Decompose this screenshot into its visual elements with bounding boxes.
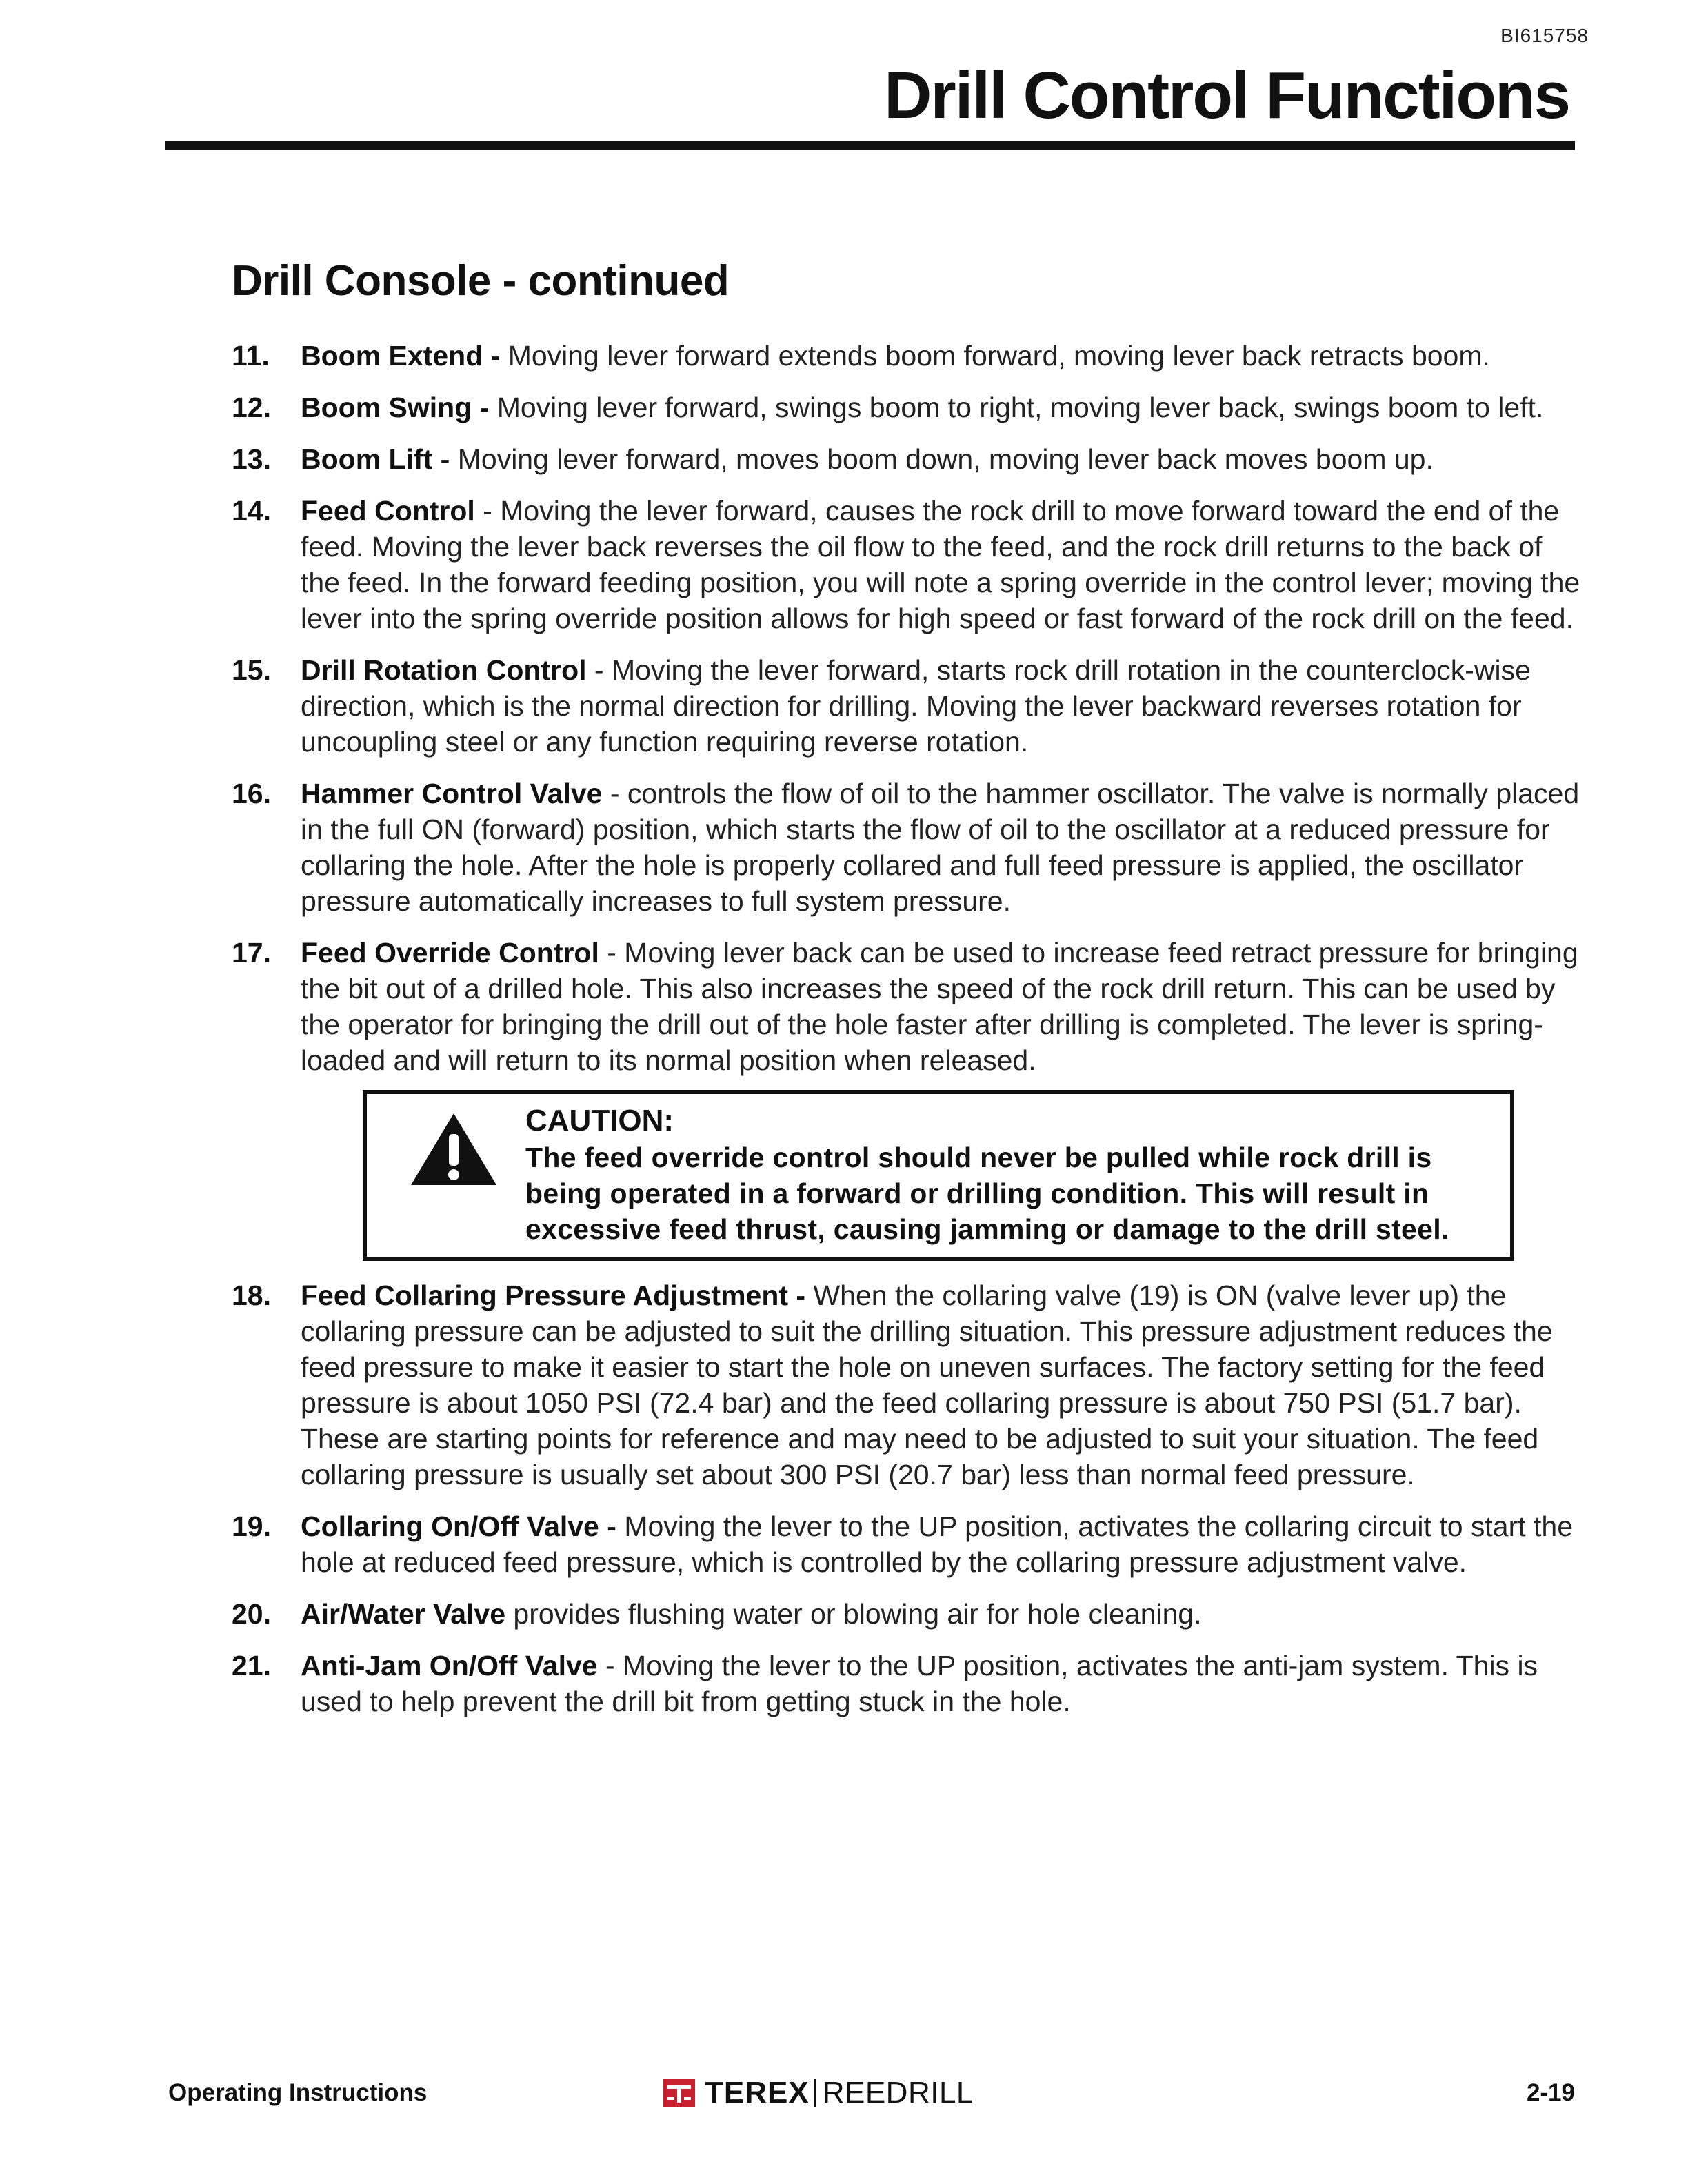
terex-logo-icon bbox=[663, 2079, 695, 2107]
list-item-18 bbox=[232, 1277, 1583, 1493]
item-text: - Moving the lever forward, causes the rock drill to move forward toward the end of the feed. Moving the lever back reverses the oil flow to the feed, and the rock drill returns to the back of the feed. In the forward feeding position, you will note a spring override in the control lever; moving the lever into the spring override position allows for high speed or fast forward of the rock drill on the feed. bbox=[301, 495, 1580, 634]
item-heading: Anti-Jam On/Off Valve bbox=[301, 1650, 598, 1681]
caution-title: CAUTION: bbox=[525, 1104, 674, 1138]
footer-manual-title: Operating Instructions bbox=[168, 2079, 428, 2106]
list-item-11 bbox=[232, 338, 1583, 374]
list-item-15 bbox=[232, 652, 1583, 760]
item-heading: Air/Water Valve bbox=[301, 1598, 506, 1630]
item-number: 21. bbox=[232, 1650, 271, 1681]
item-heading: Drill Rotation Control bbox=[301, 654, 587, 686]
item-heading: Boom Swing - bbox=[301, 392, 490, 423]
item-number: 17. bbox=[232, 937, 271, 969]
item-text: provides flushing water or blowing air for hole cleaning. bbox=[505, 1598, 1202, 1630]
item-number: 15. bbox=[232, 654, 271, 686]
list-item-14 bbox=[232, 493, 1583, 636]
item-number: 13. bbox=[232, 443, 271, 475]
list-item-21 bbox=[232, 1648, 1583, 1719]
caution-text: The feed override control should never be pulled while rock drill is being operated in a forward or drilling condition. This will result in excessive feed thrust, causing jamming or damage to the drill steel. bbox=[525, 1142, 1449, 1245]
item-text: When the collaring valve (19) is ON (valve lever up) the collaring pressure can be adjusted to suit the drilling situation. This pressure adjustment reduces the feed pressure to make it easier to start the hole on uneven surfaces. The factory setting for the feed pressure is about 1050 PSI (72.4 bar) and the feed collaring pressure is about 750 PSI (51.7 bar). These are starting points for reference and may need to be adjusted to suit your situation. The feed collaring pressure is usually set about 300 PSI (20.7 bar) less than normal feed pressure. bbox=[301, 1280, 1553, 1490]
item-heading: Boom Lift - bbox=[301, 443, 450, 475]
item-number: 20. bbox=[232, 1598, 271, 1630]
page-number: 2-19 bbox=[1526, 2079, 1575, 2106]
list-item-20 bbox=[232, 1596, 1583, 1632]
list-item-16 bbox=[232, 776, 1583, 919]
item-number: 14. bbox=[232, 495, 271, 527]
logo-brand: TEREX bbox=[705, 2076, 810, 2110]
item-number: 16. bbox=[232, 778, 271, 809]
caution-box-wrapper bbox=[232, 1090, 1583, 1261]
item-number: 11. bbox=[232, 340, 270, 372]
item-number: 19. bbox=[232, 1510, 271, 1542]
logo-separator bbox=[814, 2079, 816, 2107]
caution-box bbox=[363, 1090, 1514, 1261]
item-text: - Moving lever back can be used to increase feed retract pressure for bringing the bit out of a drilled hole. This also increases the speed of the rock drill return. This can be used by the operator for bringing the drill out of the hole faster after drilling is completed. The lever is spring-loaded and will return to its normal position when released. bbox=[301, 937, 1578, 1076]
list-item-17 bbox=[232, 935, 1583, 1078]
item-text: Moving lever forward, swings boom to right, moving lever back, swings boom to left. bbox=[489, 392, 1544, 423]
item-text: - Moving the lever forward, starts rock drill rotation in the counterclock-wise direction, which is the normal direction for drilling. Moving the lever backward reverses rotation for uncoupling steel or any function requiring reverse rotation. bbox=[301, 654, 1531, 758]
title-rule bbox=[165, 141, 1575, 150]
item-heading: Feed Control bbox=[301, 495, 475, 527]
item-text: - controls the flow of oil to the hammer oscillator. The valve is normally placed in the full ON (forward) position, which starts the flow of oil to the oscillator at a reduced pressure for collaring the hole. After the hole is properly collared and full feed pressure is applied, the oscillator pressure automatically increases to full system pressure. bbox=[301, 778, 1580, 917]
logo-sub-brand: REEDRILL bbox=[822, 2076, 974, 2110]
item-text: Moving the lever to the UP position, activates the collaring circuit to start the hole at reduced feed pressure, which is controlled by the collaring pressure adjustment valve. bbox=[301, 1510, 1574, 1578]
document-id: BI615758 bbox=[1500, 25, 1589, 46]
page-title: Drill Control Functions bbox=[884, 59, 1569, 132]
item-number: 12. bbox=[232, 392, 271, 423]
warning-triangle-icon bbox=[408, 1111, 499, 1188]
item-text: Moving lever forward, moves boom down, moving lever back moves boom up. bbox=[450, 443, 1434, 475]
list-item-13 bbox=[232, 441, 1583, 477]
item-heading: Boom Extend - bbox=[301, 340, 501, 372]
item-text: - Moving the lever to the UP position, activates the anti-jam system. This is used to help prevent the drill bit from getting stuck in the hole. bbox=[301, 1650, 1538, 1717]
control-function-list bbox=[232, 338, 1583, 1735]
item-heading: Feed Override Control bbox=[301, 937, 599, 969]
section-title: Drill Console - continued bbox=[232, 257, 730, 305]
terex-reedrill-logo bbox=[663, 2075, 974, 2111]
item-heading: Feed Collaring Pressure Adjustment - bbox=[301, 1280, 806, 1311]
item-text: Moving lever forward extends boom forward, moving lever back retracts boom. bbox=[500, 340, 1490, 372]
list-item-19 bbox=[232, 1508, 1583, 1580]
item-number: 18. bbox=[232, 1280, 271, 1311]
item-heading: Hammer Control Valve bbox=[301, 778, 603, 809]
item-heading: Collaring On/Off Valve - bbox=[301, 1510, 616, 1542]
list-item-12 bbox=[232, 390, 1583, 425]
